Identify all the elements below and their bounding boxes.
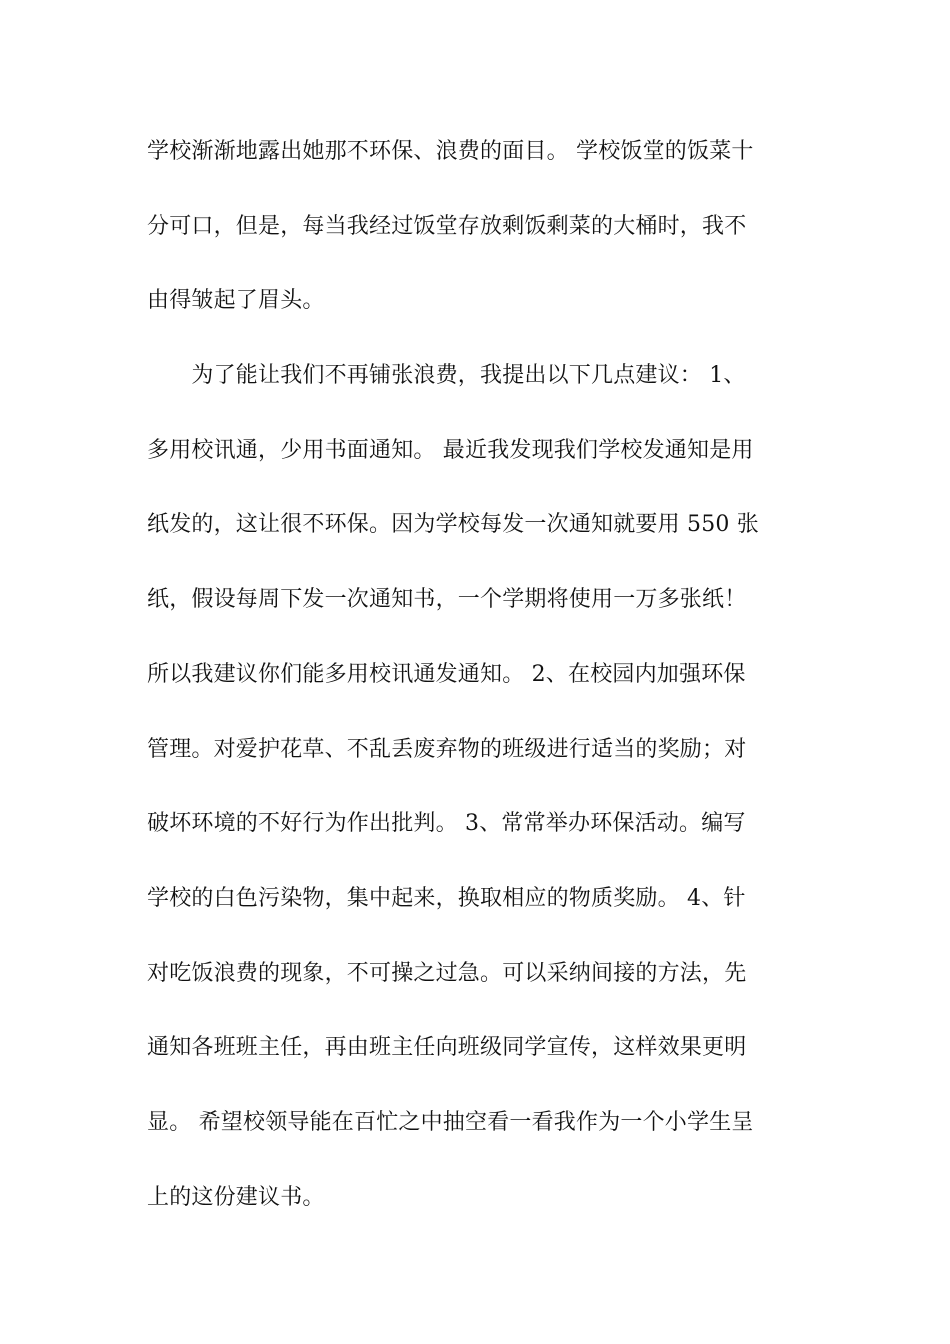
text-line: 多用校讯通，少用书面通知。 最近我发现我们学校发通知是用 bbox=[147, 437, 754, 463]
text-line: 管理。对爱护花草、不乱丢废弃物的班级进行适当的奖励；对 bbox=[147, 736, 747, 762]
text-line: 由得皱起了眉头。 bbox=[147, 288, 325, 314]
text-line: 分可口，但是，每当我经过饭堂存放剩饭剩菜的大桶时，我不 bbox=[147, 213, 747, 239]
body-text bbox=[147, 127, 827, 1247]
text-line: 纸，假设每周下发一次通知书，一个学期将使用一万多张纸！ bbox=[147, 587, 747, 613]
text-line: 学校的白色污染物，集中起来，换取相应的物质奖励。 4、针 bbox=[147, 885, 746, 911]
text-line: 上的这份建议书。 bbox=[147, 1184, 325, 1210]
text-line: 为了能让我们不再铺张浪费，我提出以下几点建议： 1、 bbox=[147, 363, 746, 389]
text-line: 所以我建议你们能多用校讯通发通知。 2、在校园内加强环保 bbox=[147, 661, 746, 687]
text-line: 通知各班班主任，再由班主任向班级同学宣传，这样效果更明 bbox=[147, 1035, 747, 1061]
text-line: 对吃饭浪费的现象，不可操之过急。可以采纳间接的方法，先 bbox=[147, 960, 747, 986]
text-line: 学校渐渐地露出她那不环保、浪费的面目。 学校饭堂的饭菜十 bbox=[147, 139, 754, 164]
text-line: 纸发的，这让很不环保。因为学校每发一次通知就要用 550 张 bbox=[147, 512, 759, 538]
text-line: 破坏环境的不好行为作出批判。 3、常常举办环保活动。编写 bbox=[147, 811, 746, 837]
text-line: 显。 希望校领导能在百忙之中抽空看一看我作为一个小学生呈 bbox=[147, 1109, 754, 1135]
